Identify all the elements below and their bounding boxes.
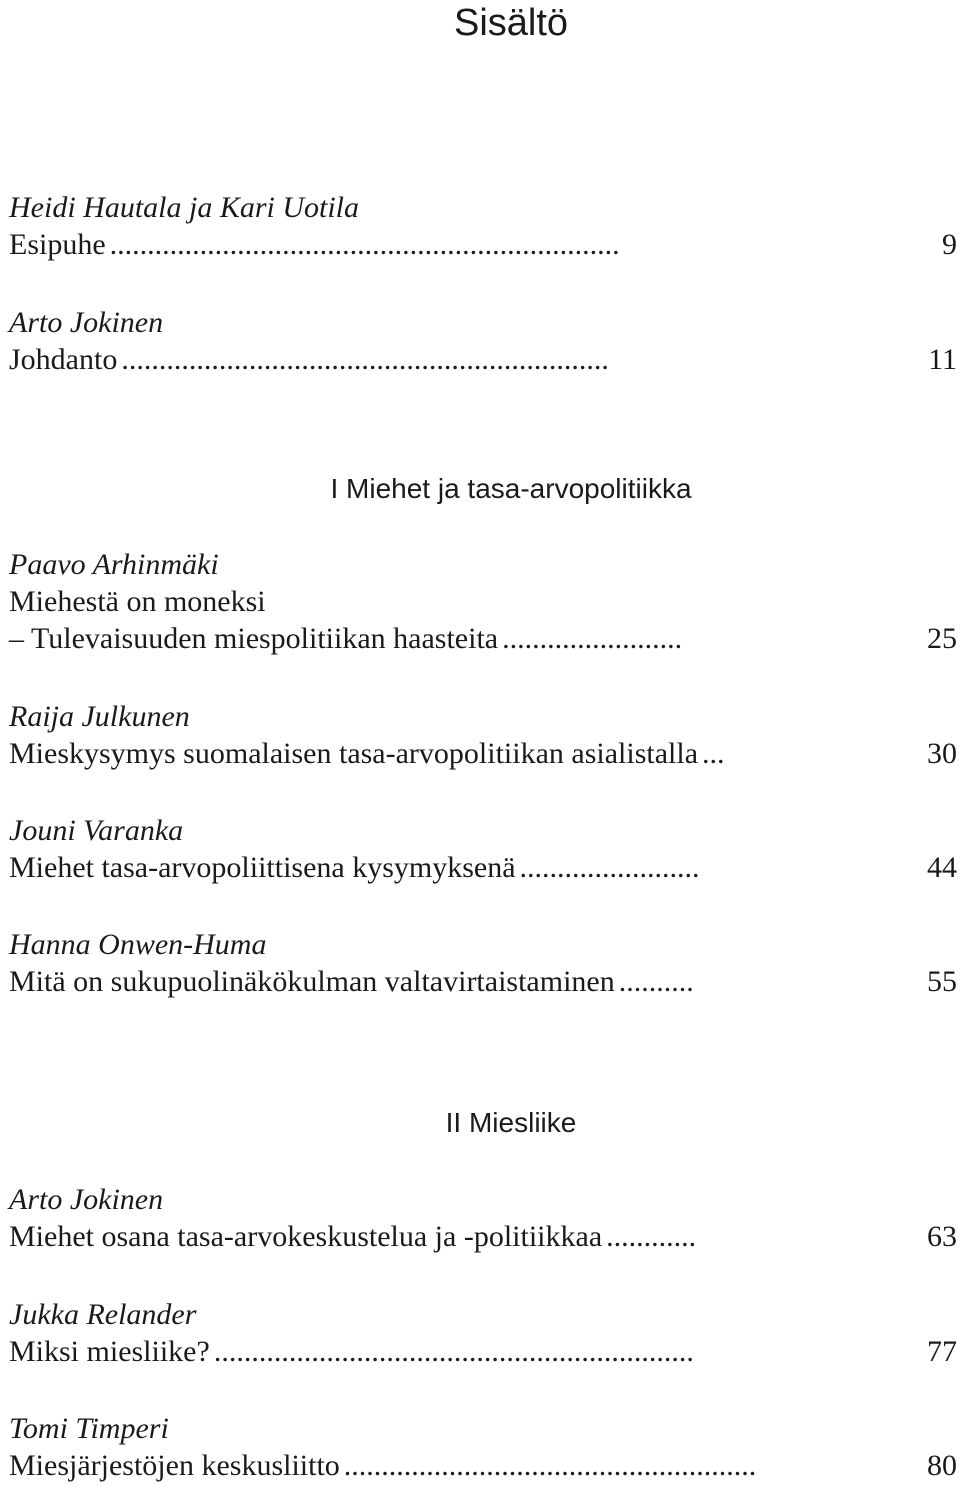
section-heading-1: I Miehet ja tasa-arvopolitiikka	[330, 473, 692, 504]
page-number: 77	[927, 1335, 957, 1368]
entry-title-row	[9, 849, 957, 886]
leader-dots: ..........	[618, 965, 694, 998]
entry-author: Arto Jokinen	[9, 306, 164, 339]
entry-title-line1: Miehestä on moneksi	[9, 585, 266, 618]
entry-author: Raija Julkunen	[9, 700, 190, 733]
entry-title: Miehet osana tasa-arvokeskustelua ja -politiikkaa	[9, 1220, 603, 1253]
entry-title: Miehet tasa-arvopoliittisena kysymyksenä	[9, 851, 516, 884]
page-number: 44	[927, 851, 957, 884]
entry-title: Esipuhe	[9, 228, 106, 261]
toc-entry-timperi[interactable]	[9, 1410, 957, 1484]
entry-title-row	[9, 735, 957, 772]
toc-entry-esipuhe[interactable]	[9, 189, 957, 263]
entry-title-row	[9, 1333, 957, 1370]
entry-author: Tomi Timperi	[9, 1412, 169, 1445]
entry-author: Jukka Relander	[9, 1298, 197, 1331]
leader-dots: .......................................................	[343, 1449, 757, 1482]
entry-title: Miksi miesliike?	[9, 1335, 210, 1368]
toc-entry-jokinen-2[interactable]	[9, 1181, 957, 1255]
entry-title: Mieskysymys suomalaisen tasa-arvopolitiikan asialistalla	[9, 737, 699, 770]
leader-dots: ........................	[519, 851, 700, 884]
toc-entry-varanka[interactable]	[9, 812, 957, 886]
page-number: 63	[927, 1220, 957, 1253]
entry-title-row	[9, 620, 957, 657]
entry-author: Arto Jokinen	[9, 1183, 164, 1216]
entry-title-row	[9, 963, 957, 1000]
page-number: 30	[927, 737, 957, 770]
toc-entry-relander[interactable]	[9, 1296, 957, 1370]
entry-title-row	[9, 1447, 957, 1484]
leader-dots: ........................	[502, 622, 683, 655]
entry-title: – Tulevaisuuden miespolitiikan haasteita	[9, 622, 499, 655]
page-number: 55	[927, 965, 957, 998]
entry-title: Johdanto	[9, 343, 118, 376]
leader-dots: ...	[702, 737, 725, 770]
entry-title: Miesjärjestöjen keskusliitto	[9, 1449, 340, 1482]
entry-author: Hanna Onwen-Huma	[9, 928, 267, 961]
page-number: 80	[927, 1449, 957, 1482]
leader-dots: ....................................................................	[109, 228, 620, 261]
toc-entry-julkunen[interactable]	[9, 698, 957, 772]
toc-entry-arhinmaki[interactable]	[9, 546, 957, 657]
entry-title-row	[9, 1218, 957, 1255]
page-title: Sisältö	[453, 2, 569, 44]
entry-author: Jouni Varanka	[9, 814, 184, 847]
leader-dots: ................................................................	[213, 1335, 694, 1368]
leader-dots: ............	[606, 1220, 697, 1253]
page-number: 11	[928, 343, 957, 376]
section-heading-2: II Miesliike	[445, 1107, 577, 1138]
entry-title: Mitä on sukupuolinäkökulman valtavirtaistaminen	[9, 965, 615, 998]
toc-entry-onwen-huma[interactable]	[9, 926, 957, 1000]
page-number: 25	[927, 622, 957, 655]
entry-title-row	[9, 341, 957, 378]
page-number: 9	[942, 228, 957, 261]
leader-dots: .................................................................	[121, 343, 609, 376]
entry-title-row	[9, 226, 957, 263]
entry-author: Paavo Arhinmäki	[9, 548, 219, 581]
toc-entry-johdanto[interactable]	[9, 304, 957, 378]
entry-author: Heidi Hautala ja Kari Uotila	[9, 191, 360, 224]
